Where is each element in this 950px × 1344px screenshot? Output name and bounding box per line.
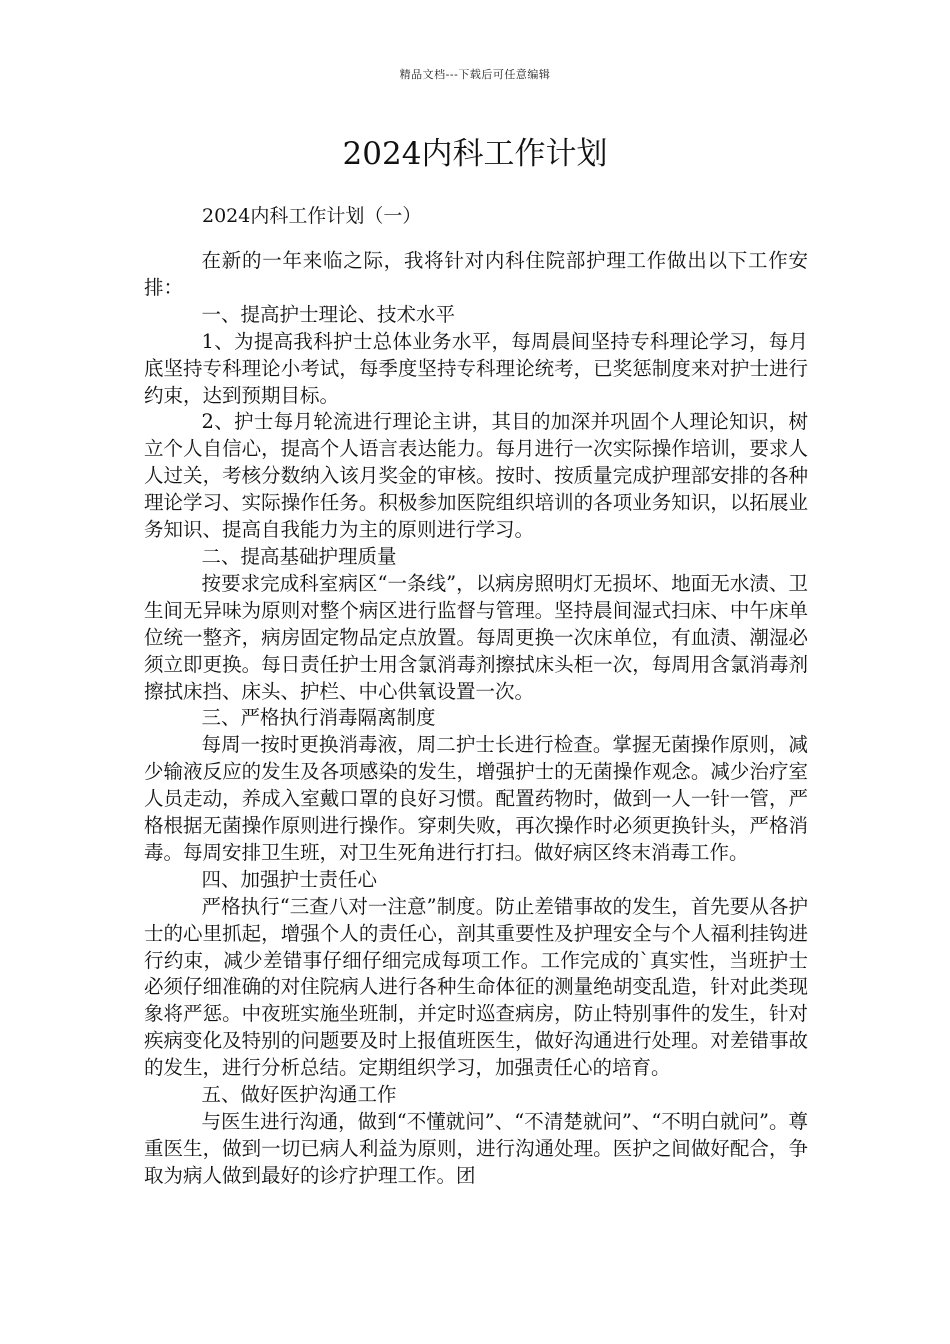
section-heading-3: 三、严格执行消毒隔离制度 <box>201 706 436 730</box>
body-paragraph: 严格执行“三查八对一注意”制度。防止差错事故的发生，首先要从各护士的心里抓起，增强个人的责任心，剖其重要性及护理安全与个人福利挂钩进行约束，减少差错事仔细仔细完成每项工作。工作完成的`真实性，当班护士必须仔细准确的对住院病人进行各种生命体征的测量绝胡变乱造，针对此类现象将严惩。中夜班实施坐班制，并定时巡查病房，防止特别事件的发生，针对疾病变化及特别的问题要及时上报值班医生，做好沟通进行处理。对差错事故的发生，进行分析总结。定期组织学习，加强责任心的培育。 <box>144 894 808 1080</box>
document-title: 2024内科工作计划 <box>342 136 608 172</box>
body-paragraph: 按要求完成科室病区“一条线”，以病房照明灯无损坏、地面无水渍、卫生间无异味为原则对整个病区进行监督与管理。坚持晨间湿式扫床、中午床单位统一整齐，病房固定物品定点放置。每周更换一次床单位，有血渍、潮湿必须立即更换。每日责任护士用含氯消毒剂擦拭床头柜一次，每周用含氯消毒剂擦拭床挡、床头、护栏、中心供氧设置一次。 <box>144 571 808 703</box>
section-heading-1: 一、提高护士理论、技术水平 <box>201 302 456 326</box>
section-heading-4: 四、加强护士责任心 <box>201 867 378 891</box>
page-header: 精品文档---下载后可任意编辑 <box>399 68 551 81</box>
section-heading-5: 五、做好医护沟通工作 <box>201 1083 397 1107</box>
body-paragraph: 2、护士每月轮流进行理论主讲，其目的加深并巩固个人理论知识，树立个人自信心，提高个人语言表达能力。每月进行一次实际操作培训，要求人人过关，考核分数纳入该月奖金的审核。按时、按质量完成护理部安排的各种理论学习、实际操作任务。积极参加医院组织培训的各项业务知识，以拓展业务知识、提高自我能力为主的原则进行学习。 <box>144 410 808 542</box>
document-subtitle: 2024内科工作计划（一） <box>202 205 422 227</box>
body-paragraph: 1、为提高我科护士总体业务水平，每周晨间坚持专科理论学习，每月底坚持专科理论小考试，每季度坚持专科理论统考，已奖惩制度来对护士进行约束，达到预期目标。 <box>144 329 808 407</box>
intro-paragraph: 在新的一年来临之际，我将针对内科住院部护理工作做出以下工作安排： <box>144 249 808 299</box>
body-paragraph: 与医生进行沟通，做到“不懂就问”、“不清楚就问”、“不明白就问”。尊重医生，做到一切已病人利益为原则，进行沟通处理。医护之间做好配合，争取为病人做到最好的诊疗护理工作。团 <box>144 1110 808 1187</box>
body-paragraph: 每周一按时更换消毒液，周二护士长进行检查。掌握无菌操作原则，减少输液反应的发生及各项感染的发生，增强护士的无菌操作观念。减少治疗室人员走动，养成入室戴口罩的良好习惯。配置药物时，做到一人一针一管，严格根据无菌操作原则进行操作。穿刺失败，再次操作时必须更换针头，严格消毒。每周安排卫生班，对卫生死角进行打扫。做好病区终末消毒工作。 <box>144 733 808 864</box>
document-body <box>144 248 808 1190</box>
section-heading-2: 二、提高基础护理质量 <box>201 544 397 568</box>
